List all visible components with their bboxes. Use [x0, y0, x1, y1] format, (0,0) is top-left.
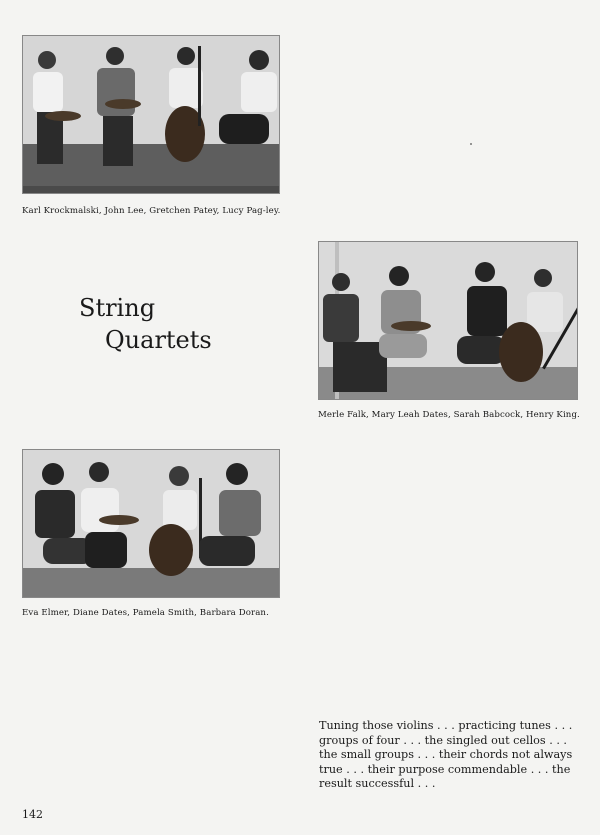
photo-quartet-3-image: [23, 450, 279, 597]
photo-caption-1: Karl Krockmalski, John Lee, Gretchen Patey, Lucy Pag-ley.: [22, 206, 281, 216]
photo-caption-2: Merle Falk, Mary Leah Dates, Sarah Babcock, Henry King.: [318, 410, 580, 420]
photo-quartet-3: [22, 449, 280, 598]
photo-caption-3: Eva Elmer, Diane Dates, Pamela Smith, Barbara Doran.: [22, 608, 269, 618]
photo-quartet-2-image: [319, 242, 577, 399]
page-number: 142: [22, 808, 43, 821]
photo-quartet-2: [318, 241, 578, 400]
page-title-line-1: String: [79, 294, 156, 322]
body-text: Tuning those violins . . . practicing tunes . . . groups of four . . . the singled out cellos . . . the small groups . . . their chords not always true . . . their purpose commendable . . . the result successful . . .: [319, 719, 573, 791]
page-title-line-2: Quartets: [105, 326, 212, 354]
photo-quartet-1-image: [23, 36, 279, 193]
print-speck: [470, 143, 472, 145]
photo-quartet-1: [22, 35, 280, 194]
